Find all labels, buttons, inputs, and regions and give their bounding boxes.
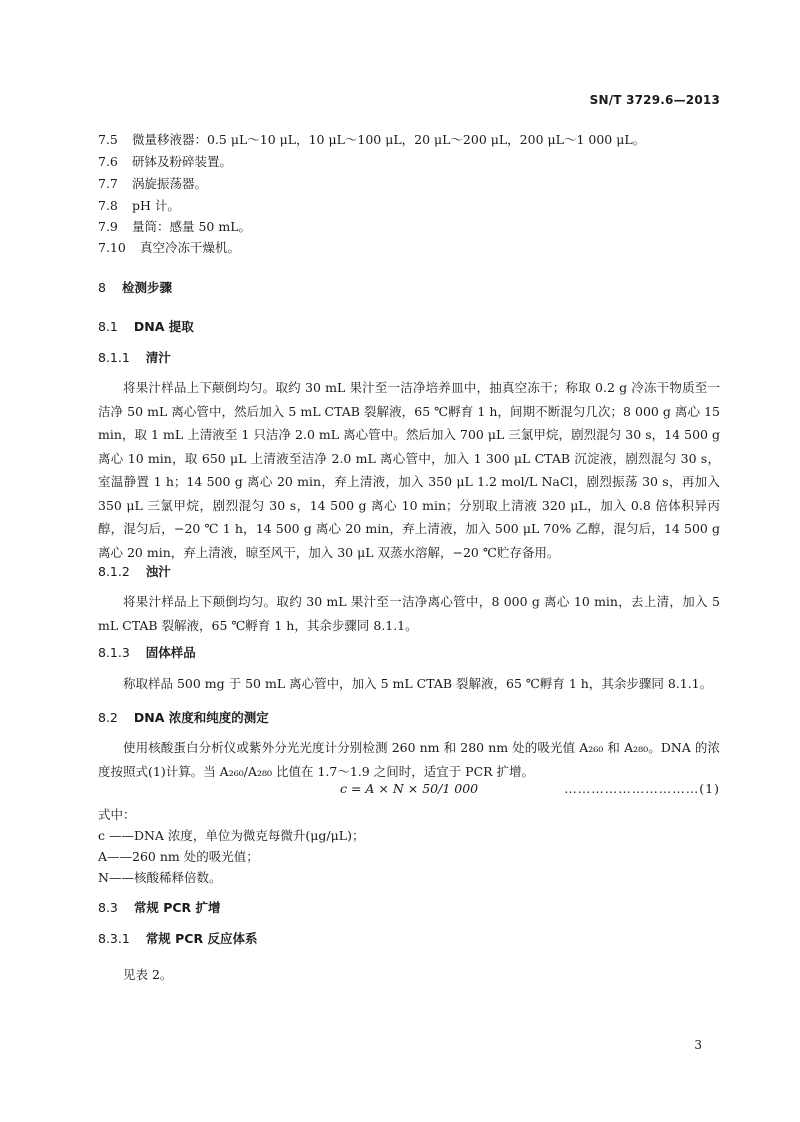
where-item: c ——DNA 浓度，单位为微克每微升(μg/μL)； xyxy=(98,828,365,843)
section-number: 8.1 xyxy=(98,319,118,334)
section-number: 8.2 xyxy=(98,710,118,725)
item-text: 真空冷冻干燥机。 xyxy=(139,240,240,255)
list-item xyxy=(98,175,207,193)
item-text: 量筒：感量 50 mL。 xyxy=(131,219,251,234)
section-title: 常规 PCR 扩增 xyxy=(133,900,221,915)
section-title: 浊汁 xyxy=(145,564,171,579)
section-number: 8.1.3 xyxy=(98,645,130,660)
section-heading xyxy=(98,899,221,917)
item-text: 微量移液器：0.5 μL～10 μL，10 μL～100 μL，20 μL～200 μL，200 μL～1 000 μL。 xyxy=(131,132,646,147)
section-number: 8.3 xyxy=(98,900,118,915)
section-title: 清汁 xyxy=(145,350,171,365)
where-item: N——核酸稀释倍数。 xyxy=(98,870,222,885)
list-item xyxy=(98,197,180,215)
section-heading xyxy=(98,563,171,581)
section-heading xyxy=(98,349,171,367)
standard-code-header: SN/T 3729.6—2013 xyxy=(589,93,720,107)
section-title: DNA 浓度和纯度的测定 xyxy=(133,710,269,725)
section-title: 检测步骤 xyxy=(121,280,172,295)
paragraph-dna-measurement: 使用核酸蛋白分析仪或紫外分光光度计分别检测 260 nm 和 280 nm 处的吸光值 A₂₆₀ 和 A₂₈₀。DNA 的浓度按照式(1)计算。当 A₂₆₀/A₂₈₀ 比值在 1.7～1.9 之间时，适宜于 PCR 扩增。 xyxy=(98,740,720,779)
section-number: 8.3.1 xyxy=(98,931,130,946)
list-item xyxy=(98,153,232,171)
list-item xyxy=(98,218,251,236)
item-text: 研钵及粉碎装置。 xyxy=(131,154,232,169)
section-title: DNA 提取 xyxy=(133,319,194,334)
equation-number: …………………………(1) xyxy=(564,781,720,796)
formula-expression: c = A × N × 50/1 000 xyxy=(340,781,479,796)
section-title: 常规 PCR 反应体系 xyxy=(145,931,258,946)
paragraph-see-table: 见表 2。 xyxy=(123,967,173,982)
item-number: 7.7 xyxy=(98,176,118,191)
section-heading xyxy=(98,318,194,336)
where-item: A——260 nm 处的吸光值； xyxy=(98,849,259,864)
item-number: 7.10 xyxy=(98,240,126,255)
section-number: 8 xyxy=(98,280,106,295)
item-text: 涡旋振荡器。 xyxy=(131,176,207,191)
item-text: pH 计。 xyxy=(131,198,180,213)
item-number: 7.5 xyxy=(98,132,118,147)
section-heading xyxy=(98,709,269,727)
paragraph-clear-juice: 将果汁样品上下颠倒均匀。取约 30 mL 果汁至一洁净培养皿中，抽真空冻干；称取 0.2 g 冷冻干物质至一洁净 50 mL 离心管中，然后加入 5 mL CTAB 裂解液，65 ℃孵育 1 h，间期不断混匀几次；8 000 g 离心 15 min，取 1 mL 上清液至 1 只洁净 2.0 mL 离心管中。然后加入 700 μL 三氯甲烷，剧烈混匀 30 s，14 500 g 离心 10 min，取 650 μL 上清液至洁净 2.0 mL 离心管中，加入 1 300 μL CTAB 沉淀液，剧烈混匀 30 s，室温静置 1 h；14 500 g 离心 20 min，弃上清液，加入 350 μL 1.2 mol/L NaCl，剧烈振荡 30 s，再加入 350 μL 三氯甲烷，剧烈混匀 30 s，14 500 g 离心 10 min；分别取上清液 320 μL，加入 0.8 倍体积异丙醇，混匀后，−20 ℃ 1 h，14 500 g 离心 20 min，弃上清液，加入 500 μL 70% 乙醇，混匀后，14 500 g 离心 20 min，弃上清液，晾至风干，加入 30 μL 双蒸水溶解，−20 ℃贮存备用。 xyxy=(98,380,720,560)
section-number: 8.1.2 xyxy=(98,564,130,579)
item-number: 7.8 xyxy=(98,198,118,213)
where-label: 式中： xyxy=(98,807,136,822)
section-heading xyxy=(98,644,196,662)
list-item xyxy=(98,131,645,149)
item-number: 7.6 xyxy=(98,154,118,169)
list-item xyxy=(98,239,240,257)
section-heading xyxy=(98,930,257,948)
item-number: 7.9 xyxy=(98,219,118,234)
section-title: 固体样品 xyxy=(145,645,196,660)
page-number: 3 xyxy=(694,1038,702,1052)
section-heading xyxy=(98,279,172,297)
paragraph-cloudy-juice: 将果汁样品上下颠倒均匀。取约 30 mL 果汁至一洁净离心管中，8 000 g 离心 10 min，去上清，加入 5 mL CTAB 裂解液，65 ℃孵育 1 h，其余步骤同 8.1.1。 xyxy=(98,594,720,633)
section-number: 8.1.1 xyxy=(98,350,130,365)
paragraph-solid-sample: 称取样品 500 mg 于 50 mL 离心管中，加入 5 mL CTAB 裂解液，65 ℃孵育 1 h，其余步骤同 8.1.1。 xyxy=(123,676,713,691)
